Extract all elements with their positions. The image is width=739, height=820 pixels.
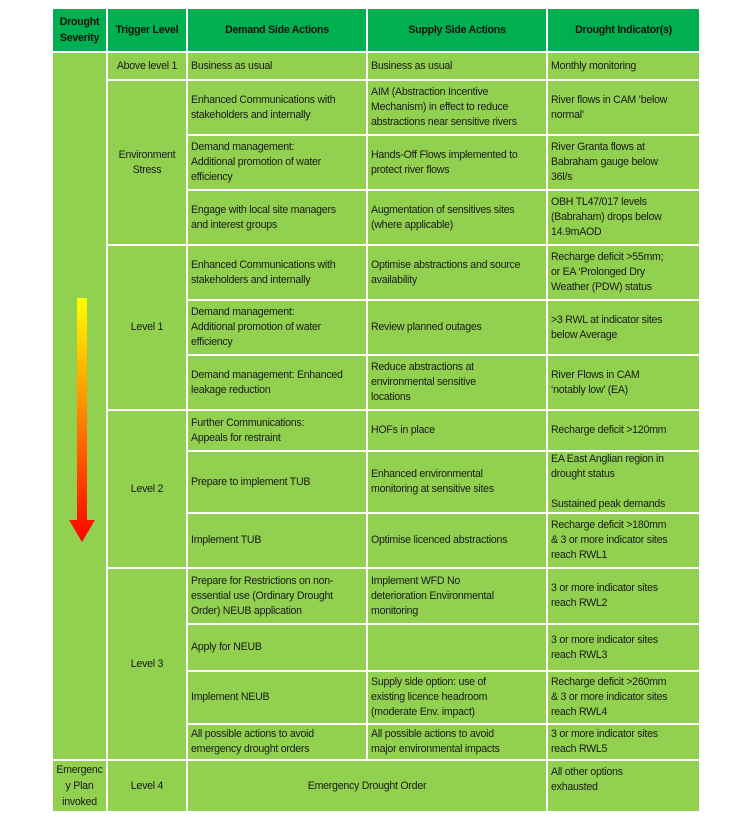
drought-indicator: 3 or more indicator sites reach RWL5 [547, 724, 700, 760]
demand-action: Apply for NEUB [187, 624, 367, 671]
drought-indicator: River flows in CAM ‘below normal’ [547, 80, 700, 135]
drought-indicator: OBH TL47/017 levels (Babraham) drops below 14.9mAOD [547, 190, 700, 245]
table-row [52, 52, 700, 80]
trigger-level-l2: Level 2 [107, 410, 187, 568]
trigger-level-l3: Level 3 [107, 568, 187, 760]
table-row-level-4 [52, 760, 700, 812]
drought-indicator: River Flows in CAM ‘notably low’ (EA) [547, 355, 700, 410]
supply-action: HOFs in place [367, 410, 547, 451]
demand-action: Demand management: Enhanced leakage reduction [187, 355, 367, 410]
drought-indicator: Monthly monitoring [547, 52, 700, 80]
severity-arrow-icon [69, 298, 95, 542]
header-supply: Supply Side Actions [367, 8, 547, 52]
drought-indicator: 3 or more indicator sites reach RWL2 [547, 568, 700, 624]
demand-action: Prepare to implement TUB [187, 451, 367, 513]
drought-indicator: Recharge deficit >180mm & 3 or more indicator sites reach RWL1 [547, 513, 700, 568]
demand-action: Implement NEUB [187, 671, 367, 724]
demand-action: Engage with local site managers and interest groups [187, 190, 367, 245]
demand-action: Implement TUB [187, 513, 367, 568]
header-demand: Demand Side Actions [187, 8, 367, 52]
drought-indicator: Recharge deficit >260mm & 3 or more indicator sites reach RWL4 [547, 671, 700, 724]
supply-action: Augmentation of sensitives sites (where applicable) [367, 190, 547, 245]
drought-severity-cell [52, 52, 107, 760]
demand-action: Further Communications: Appeals for restraint [187, 410, 367, 451]
table-row [52, 80, 700, 135]
header-trigger: Trigger Level [107, 8, 187, 52]
drought-indicator: Recharge deficit >55mm; or EA ‘Prolonged Dry Weather (PDW) status [547, 245, 700, 300]
drought-indicator: River Granta flows at Babraham gauge below 36l/s [547, 135, 700, 190]
supply-action: Optimise abstractions and source availability [367, 245, 547, 300]
header-severity: Drought Severity [52, 8, 107, 52]
drought-indicator: 3 or more indicator sites reach RWL3 [547, 624, 700, 671]
demand-action: Business as usual [187, 52, 367, 80]
supply-action: Review planned outages [367, 300, 547, 355]
table-row [52, 568, 700, 624]
demand-action: Demand management: Additional promotion of water efficiency [187, 135, 367, 190]
table-row [52, 245, 700, 300]
header-indicator: Drought Indicator(s) [547, 8, 700, 52]
drought-indicator: All other options exhausted [547, 760, 700, 812]
trigger-level-above: Above level 1 [107, 52, 187, 80]
drought-indicator: Recharge deficit >120mm [547, 410, 700, 451]
drought-trigger-table [51, 7, 701, 813]
trigger-level-env: Environment Stress [107, 80, 187, 245]
table-row [52, 410, 700, 451]
supply-action: Hands-Off Flows implemented to protect river flows [367, 135, 547, 190]
demand-action: Prepare for Restrictions on non- essential use (Ordinary Drought Order) NEUB application [187, 568, 367, 624]
supply-action: Enhanced environmental monitoring at sensitive sites [367, 451, 547, 513]
supply-action: Reduce abstractions at environmental sensitive locations [367, 355, 547, 410]
emergency-action: Emergency Drought Order [187, 760, 547, 812]
severity-emergency: Emergenc y Plan invoked [52, 760, 107, 812]
demand-action: Demand management: Additional promotion of water efficiency [187, 300, 367, 355]
trigger-level-l1: Level 1 [107, 245, 187, 410]
trigger-level-l4: Level 4 [107, 760, 187, 812]
drought-indicator: EA East Anglian region in drought status Sustained peak demands [547, 451, 700, 513]
demand-action: All possible actions to avoid emergency drought orders [187, 724, 367, 760]
demand-action: Enhanced Communications with stakeholders and internally [187, 80, 367, 135]
supply-action: All possible actions to avoid major environmental impacts [367, 724, 547, 760]
supply-action: Business as usual [367, 52, 547, 80]
header-row [52, 8, 700, 52]
supply-action: Supply side option: use of existing licence headroom (moderate Env. impact) [367, 671, 547, 724]
supply-action: Optimise licenced abstractions [367, 513, 547, 568]
demand-action: Enhanced Communications with stakeholders and internally [187, 245, 367, 300]
supply-action: AIM (Abstraction Incentive Mechanism) in effect to reduce abstractions near sensitive rivers [367, 80, 547, 135]
supply-action: Implement WFD No deterioration Environmental monitoring [367, 568, 547, 624]
drought-indicator: >3 RWL at indicator sites below Average [547, 300, 700, 355]
supply-action [367, 624, 547, 671]
